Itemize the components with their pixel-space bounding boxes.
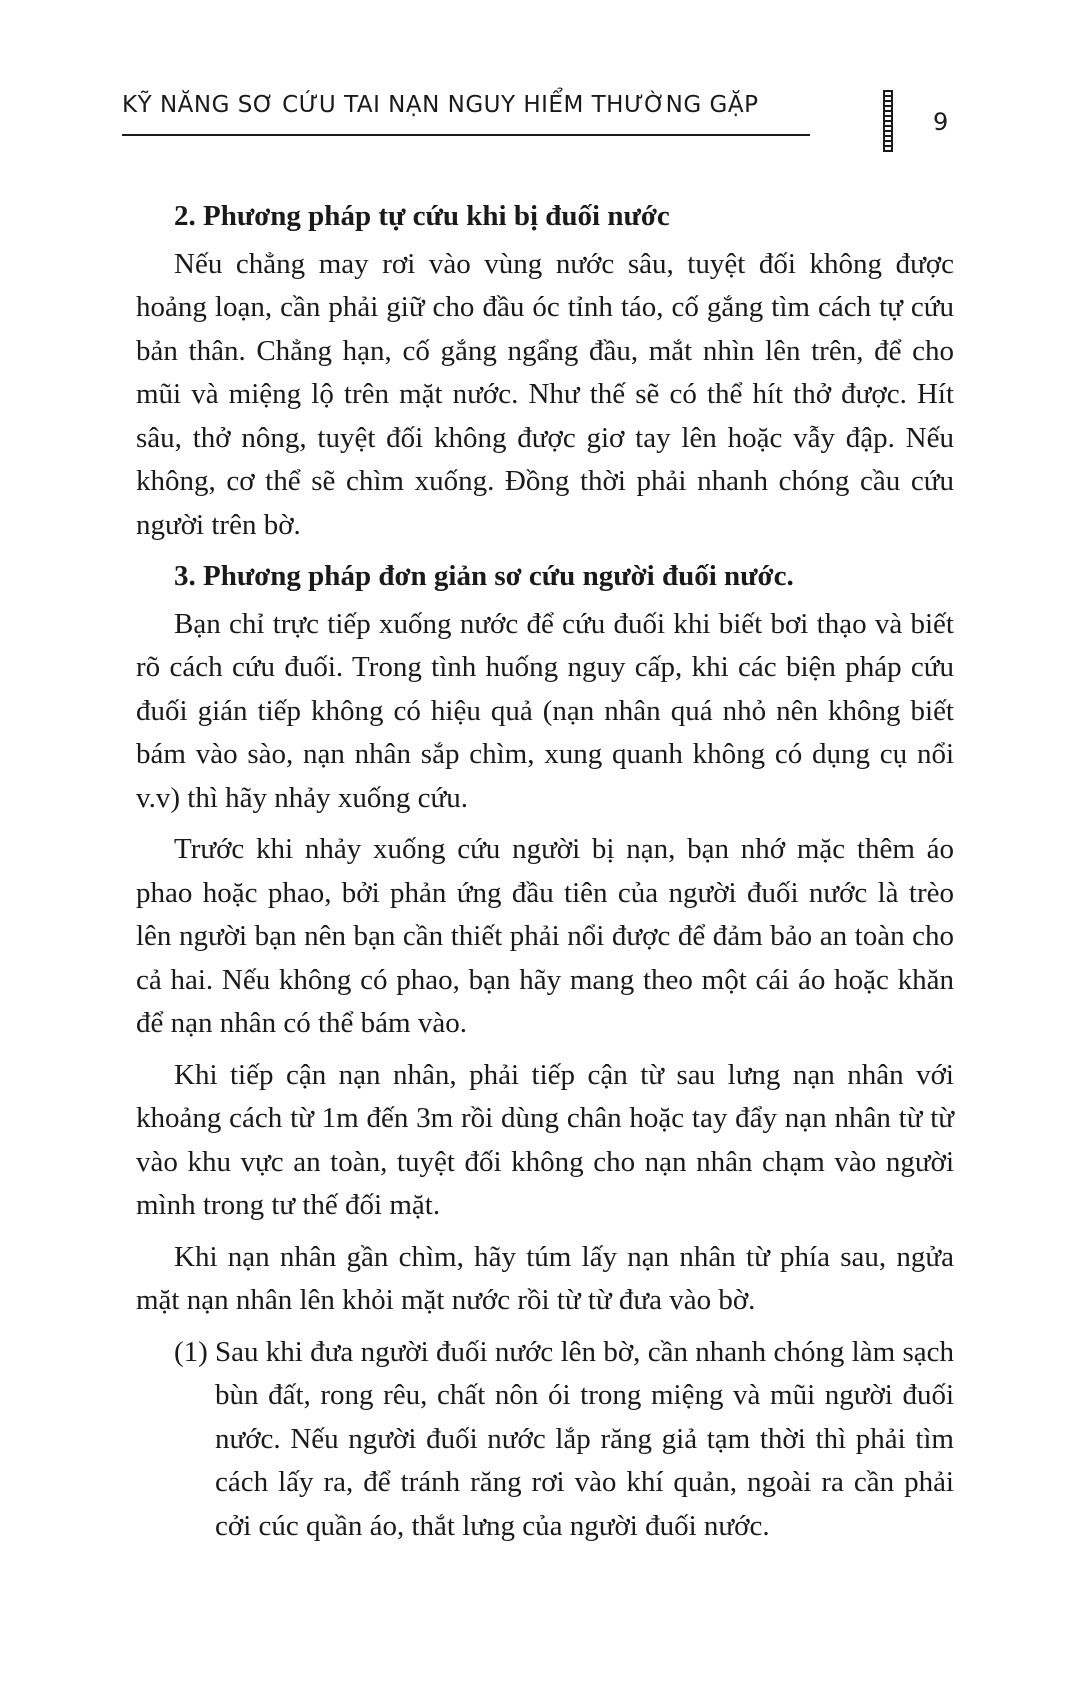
page-number-divider [883,90,893,152]
section-2-paragraph: Nếu chẳng may rơi vào vùng nước sâu, tuyệt đối không được hoảng loạn, cần phải giữ cho đầu óc tỉnh táo, cố gắng tìm cách tự cứu bản thân. Chẳng hạn, cố gắng ngẩng đầu, mắt nhìn lên trên, để cho mũi và miệng lộ trên mặt nước. Như thế sẽ có thể hít thở được. Hít sâu, thở nông, tuyệt đối không được giơ tay lên hoặc vẫy đập. Nếu không, cơ thể sẽ chìm xuống. Đồng thời phải nhanh chóng cầu cứu người trên bờ. [136,247,954,541]
list-item-text: Sau khi đưa người đuối nước lên bờ, cần nhanh chóng làm sạch bùn đất, rong rêu, chất nôn ói trong miệng và mũi người đuối nước. Nếu người đuối nước lắp răng giả tạm thời thì phải tìm cách lấy ra, để tránh răng rơi vào khí quản, ngoài ra cần phải cởi cúc quần áo, thắt lưng của người đuối nước. [215,1335,954,1542]
running-title: KỸ NĂNG SƠ CỨU TAI NẠN NGUY HIỂM THƯỜNG GẶP [122,92,759,118]
section-3-paragraph-1: Bạn chỉ trực tiếp xuống nước để cứu đuối khi biết bơi thạo và biết rõ cách cứu đuối. Trong tình huống nguy cấp, khi các biện pháp cứu đuối gián tiếp không có hiệu quả (nạn nhân quá nhỏ nên không biết bám vào sào, nạn nhân sắp chìm, xung quanh không có dụng cụ nổi v.v) thì hãy nhảy xuống cứu. [136,607,954,814]
page-body [136,195,954,1548]
running-header [122,92,812,138]
section-3-paragraph-3: Khi tiếp cận nạn nhân, phải tiếp cận từ sau lưng nạn nhân với khoảng cách từ 1m đến 3m rồi dùng chân hoặc tay đẩy nạn nhân từ từ vào khu vực an toàn, tuyệt đối không cho nạn nhân chạm vào người mình trong tư thế đối mặt. [136,1058,954,1221]
section-2-heading: 2. Phương pháp tự cứu khi bị đuối nước [174,200,670,232]
page-number: 9 [933,108,949,136]
header-rule [122,134,810,136]
section-3-paragraph-2: Trước khi nhảy xuống cứu người bị nạn, bạn nhớ mặc thêm áo phao hoặc phao, bởi phản ứng đầu tiên của người đuối nước là trèo lên người bạn nên bạn cần thiết phải nổi được để đảm bảo an toàn cho cả hai. Nếu không có phao, bạn hãy mang theo một cái áo hoặc khăn để nạn nhân có thể bám vào. [136,833,954,1039]
section-3-paragraph-4: Khi nạn nhân gần chìm, hãy túm lấy nạn nhân từ phía sau, ngửa mặt nạn nhân lên khỏi mặt nước rồi từ từ đưa vào bờ. [136,1240,954,1316]
numbered-list-item [174,1331,954,1549]
section-3-heading: 3. Phương pháp đơn giản sơ cứu người đuối nước. [174,560,794,592]
list-item-marker: (1) [174,1335,208,1368]
